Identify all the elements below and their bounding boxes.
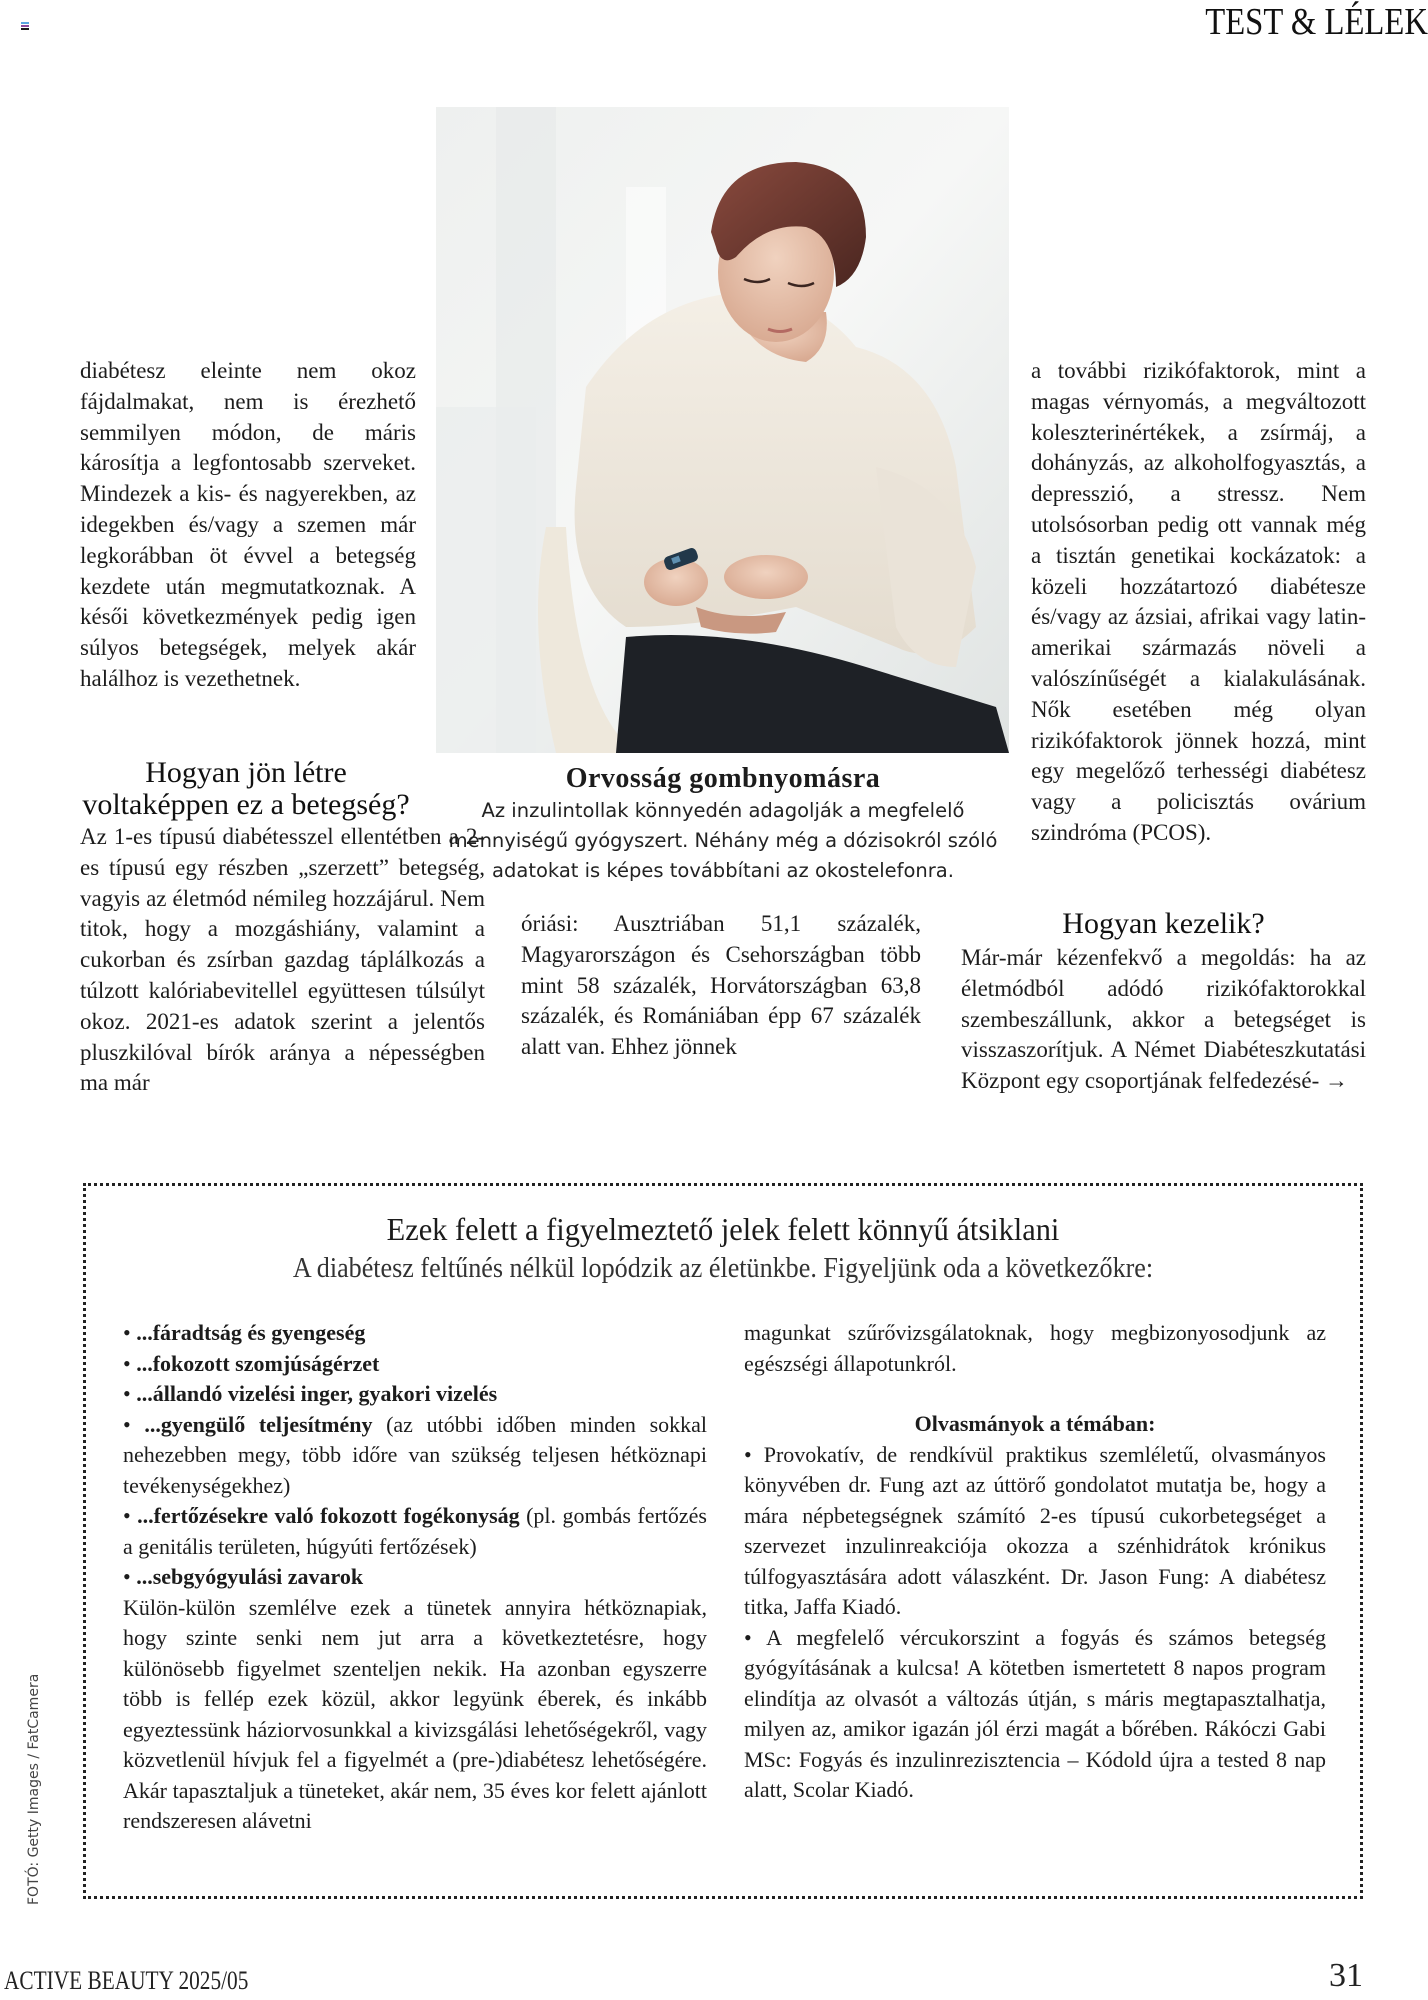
bullet-icon: • <box>123 1350 131 1376</box>
symptom-item: • ...gyengülő teljesítmény (az utóbbi időben minden sokkal nehezebben megy, több időre van szükség teljesen hétköznapi tevékenységekhez) <box>123 1411 708 1498</box>
section-label: TEST & LÉLEK <box>1205 1 1428 43</box>
article-column-right-bottom <box>961 943 1366 1097</box>
box-column-left <box>123 1318 707 1837</box>
article-paragraph: óriási: Ausztriában 51,1 százalék, Magyarországon és Csehországban több mint 58 százalék, Horvátországban 63,8 százalék, és Romániában épp 67 százalék alatt van. Ehhez jönnek <box>521 911 921 1060</box>
article-paragraph: diabétesz eleinte nem okoz fájdalmakat, nem is érezhető semmilyen módon, de máris károsítja a legfontosabb szerveket. Mindezek a kis- és nagyerekben, az idegekben és/vagy a szemen már legkorábban öt évvel a betegség kezdete után megmutatkoznak. A késői következmények pedig igen súlyos betegségek, melyek akár halálhoz is vezethetnek. <box>80 358 416 691</box>
article-paragraph: a további rizikófaktorok, mint a magas vérnyomás, a megváltozott koleszterinértékek, a zsírmáj, a dohányzás, az alkoholfogyasztás, a depresszió, a stressz. Nem utolsósorban pedig ott vannak még a tisztán genetikai kockázatok: a közeli hozzátartozó diabétesze és/vagy az ázsiai, afrikai vagy latin-amerikai származás növeli a valószínűségét a kialakulásának. Nők esetében még olyan rizikófaktorok jönnek hozzá, mint egy megelőző terhességi diabétesz vagy a policisztás ovárium szindróma (PCOS). <box>1031 358 1366 845</box>
symptom-item: • ...sebgyógyulási zavarok <box>123 1564 364 1589</box>
subheading-how-does-it-develop: Hogyan jön létre voltaképpen ez a betegség? <box>82 756 410 821</box>
article-column-middle <box>521 909 921 1063</box>
bullet-icon: • <box>123 1411 131 1437</box>
publication-name: ACTIVE BEAUTY 2025/05 <box>4 1966 249 1995</box>
reading-item: • A megfelelő vércukorszint a fogyás és számos betegség gyógyításának a kulcsa! A kötetben ismertetett 8 napos program elindítja az olvasót a változás útján, s máris megtapasztalhatja, milyen az, amikor igazán jól érzi magát a bőrében. Rákóczi Gabi MSc: Fogyás és inzulinrezisztencia – Kódold újra a tested 8 nap alatt, Scolar Kiadó. <box>744 1624 1326 1802</box>
page-number: 31 <box>1329 1957 1363 1994</box>
photo-credit: FOTÓ: Getty Images / FatCamera <box>26 1673 42 1905</box>
article-column-left-top <box>80 356 416 695</box>
symptom-item: • ...fokozott szomjúságérzet <box>123 1350 380 1376</box>
photo-caption <box>438 762 1008 886</box>
article-column-left-bottom <box>80 822 485 1099</box>
bullet-icon: • <box>123 1564 131 1589</box>
bullet-icon: • <box>123 1320 131 1345</box>
bullet-icon: • <box>744 1624 752 1650</box>
article-photo <box>436 107 1009 753</box>
woman-insulin-pen-illustration <box>436 107 1009 753</box>
caption-text: Az inzulintollak könnyedén adagolják a megfelelő mennyiségű gyógyszert. Néhány még a dózisokról szóló adatokat is képes továbbítani az okostelefonra. <box>448 799 998 882</box>
continue-arrow-icon: → <box>1325 1068 1349 1094</box>
color-bars-icon <box>21 22 29 31</box>
warning-signs-box <box>83 1183 1363 1899</box>
box-subtitle: A diabétesz feltűnés nélkül lopódzik az életünkbe. Figyeljünk oda a következőkre: <box>292 1252 1154 1284</box>
box-body-text-continued: magunkat szűrővizsgálatoknak, hogy megbizonyosodjunk az egészségi állapotunkról. <box>744 1320 1326 1376</box>
bullet-icon: • <box>744 1441 752 1467</box>
box-title: Ezek felett a figyelmeztető jelek felett könnyű átsiklani <box>386 1211 1060 1247</box>
symptom-item: • ...állandó vizelési inger, gyakori vizelés <box>123 1381 498 1406</box>
box-column-right <box>744 1318 1326 1806</box>
bullet-icon: • <box>123 1381 131 1406</box>
subheading-how-is-it-treated: Hogyan kezelik? <box>1062 907 1265 940</box>
box-body-text: Külön-külön szemlélve ezek a tünetek annyira hétköznapiak, hogy szinte senki nem jut arra a következtetésre, hogy különösebb figyelmet szenteljen nekik. Ha azonban egyszerre több is fellép ezek közül, akkor legyünk éberek, és inkább egyeztessünk háziorvosunkkal a kivizsgálási lehetőségekről, vagy közvetlenül hívjuk fel a figyelmét a (pre-)diabétesz lehetőségére. Akár tapasztaljuk a tüneteket, akár nem, 35 éves kor felett ajánlott rendszeresen alávetni <box>123 1594 707 1833</box>
bullet-icon: • <box>123 1503 131 1528</box>
article-paragraph: Az 1-es típusú diabétesszel ellentétben a 2-es típusú egy részben „szerzett” betegség, vagyis az életmód némileg hozzájárul. Nem titok, hogy a mozgáshiány, valamint a cukorban és zsírban gazdag táplálkozás a túlzott kalóriabevitellel együttesen túlsúlyt okoz. 2021-es adatok szerint a jelentős pluszkilóval bírók aránya a népességben ma már <box>80 824 485 1096</box>
symptom-item: • ...fáradtság és gyengeség <box>123 1320 366 1345</box>
article-column-right-top <box>1031 356 1366 849</box>
reading-list-title: Olvasmányok a témában: <box>914 1411 1156 1436</box>
symptom-item: • ...fertőzésekre való fokozott fogékonyság (pl. gombás fertőzés a genitális területen, húgyúti fertőzések) <box>123 1503 707 1559</box>
article-paragraph: Már-már kézenfekvő a megoldás: ha az életmódból adódó rizikófaktorokkal szembeszállunk, akkor a betegséget is visszaszorítjuk. A Német Diabéteszkutatási Központ egy csoportjának felfedezésé- → <box>961 945 1366 1094</box>
reading-item: • Provokatív, de rendkívül praktikus szemléletű, olvasmányos könyvében dr. Fung azt az úttörő gondolatot mutatja be, hogy a mára népbetegségnek számító 2-es típusú cukorbetegséget a szervezet inzulinreakciója okozza a szénhidrátok krónikus túlfogyasztására adott válaszként. Dr. Jason Fung: A diabétesz titka, Jaffa Kiadó. <box>744 1441 1326 1619</box>
caption-title: Orvosság gombnyomásra <box>565 763 881 794</box>
